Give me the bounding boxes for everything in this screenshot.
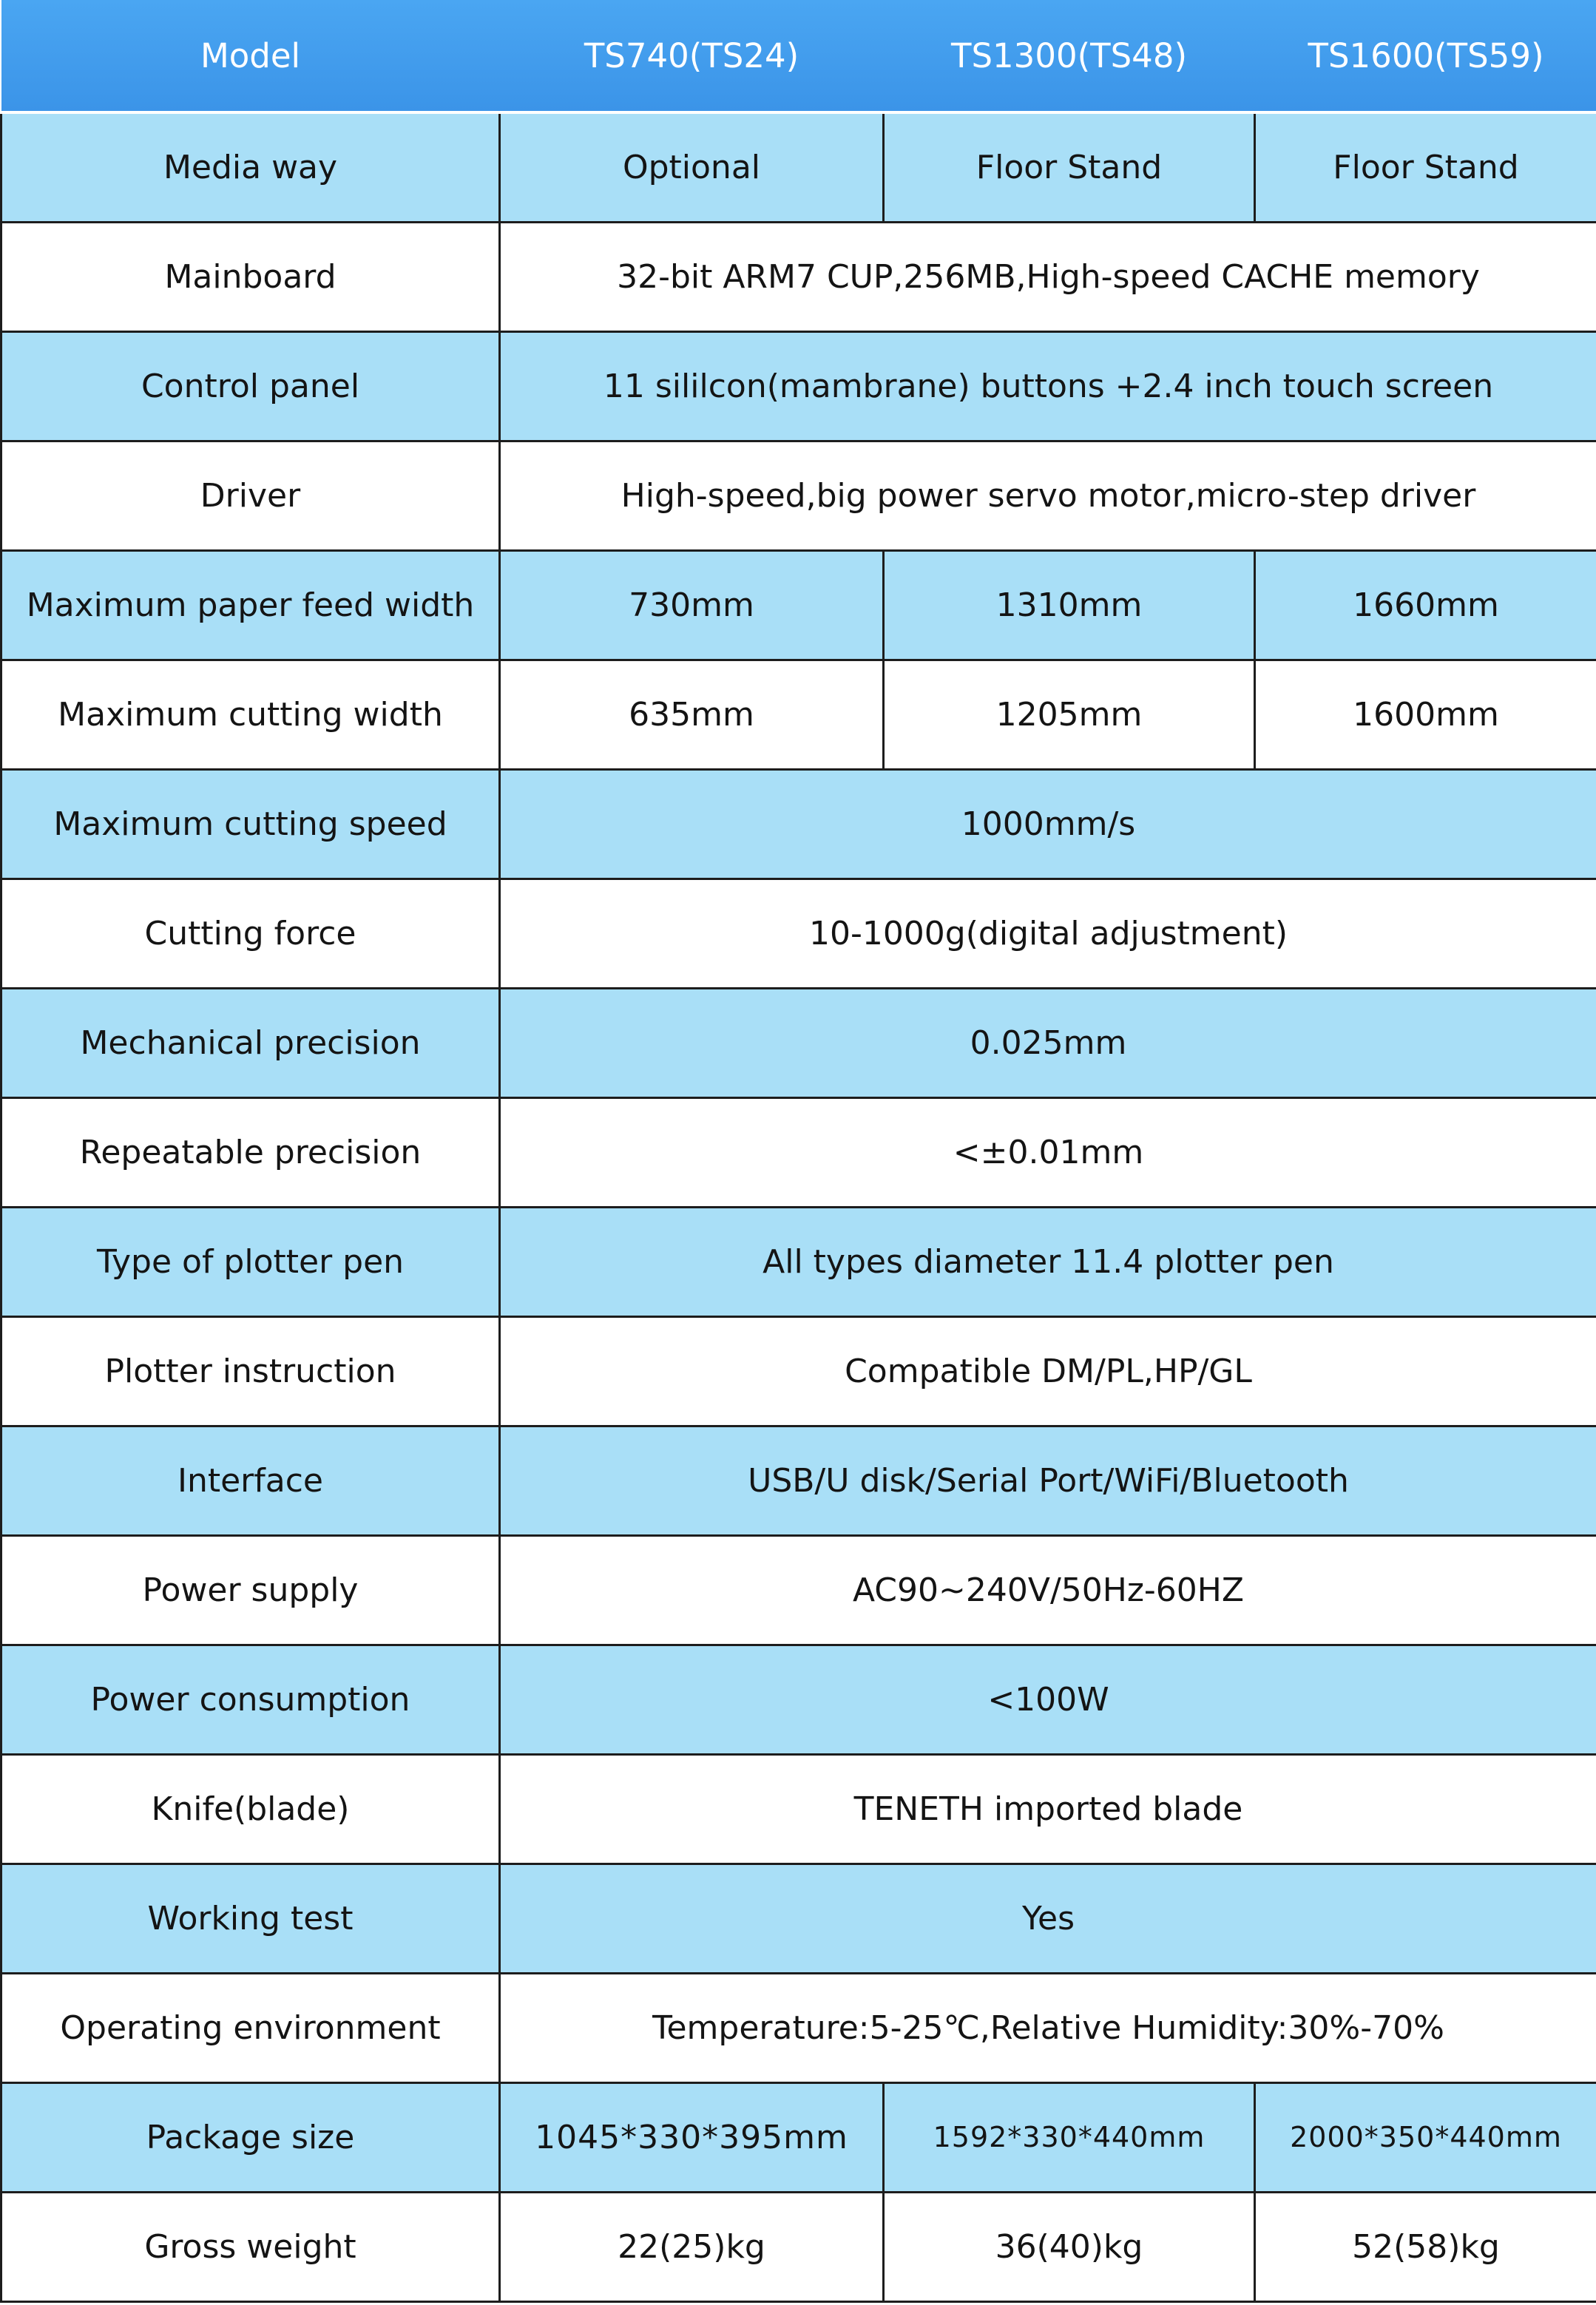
spec-label: Cutting force: [1, 879, 500, 988]
row-working-test: [1, 1864, 1596, 1973]
spec-value-all: High-speed,big power servo motor,micro-step driver: [500, 441, 1596, 550]
row-plotter-instruction: [1, 1316, 1596, 1426]
spec-value-ts1600: 1600mm: [1255, 660, 1596, 769]
spec-value-ts740: 730mm: [500, 550, 884, 660]
spec-value-all: 32-bit ARM7 CUP,256MB,High-speed CACHE memory: [500, 222, 1596, 331]
spec-value-ts1300: 1310mm: [884, 550, 1255, 660]
spec-value-ts740: 635mm: [500, 660, 884, 769]
spec-label: Type of plotter pen: [1, 1207, 500, 1316]
spec-value-all: TENETH imported blade: [500, 1754, 1596, 1864]
header-ts1600: TS1600(TS59): [1255, 0, 1596, 112]
spec-value-ts1600: 1660mm: [1255, 550, 1596, 660]
row-max-paper-feed-width: [1, 550, 1596, 660]
spec-value-all: <±0.01mm: [500, 1097, 1596, 1207]
row-power-supply: [1, 1535, 1596, 1645]
spec-label: Interface: [1, 1426, 500, 1535]
row-knife-blade: [1, 1754, 1596, 1864]
spec-label: Repeatable precision: [1, 1097, 500, 1207]
spec-value-all: All types diameter 11.4 plotter pen: [500, 1207, 1596, 1316]
header-ts1300: TS1300(TS48): [884, 0, 1255, 112]
header-row: [1, 0, 1596, 112]
spec-value-all: 11 sililcon(mambrane) buttons +2.4 inch touch screen: [500, 331, 1596, 441]
spec-label: Gross weight: [1, 2192, 500, 2301]
row-control-panel: [1, 331, 1596, 441]
spec-label: Mechanical precision: [1, 988, 500, 1097]
row-media-way: [1, 112, 1596, 222]
row-mainboard: [1, 222, 1596, 331]
spec-table-body: [1, 112, 1596, 2301]
spec-label: Power supply: [1, 1535, 500, 1645]
spec-value-ts1300: 36(40)kg: [884, 2192, 1255, 2301]
spec-label: Operating environment: [1, 1973, 500, 2082]
spec-value-all: Compatible DM/PL,HP/GL: [500, 1316, 1596, 1426]
spec-value-all: Yes: [500, 1864, 1596, 1973]
spec-label: Mainboard: [1, 222, 500, 331]
spec-value-ts1600: 52(58)kg: [1255, 2192, 1596, 2301]
spec-value-all: 1000mm/s: [500, 769, 1596, 879]
spec-label: Control panel: [1, 331, 500, 441]
spec-label: Power consumption: [1, 1645, 500, 1754]
spec-value-all: 10-1000g(digital adjustment): [500, 879, 1596, 988]
row-plotter-pen-type: [1, 1207, 1596, 1316]
spec-value-all: USB/U disk/Serial Port/WiFi/Bluetooth: [500, 1426, 1596, 1535]
spec-value-ts1300: Floor Stand: [884, 112, 1255, 222]
row-mechanical-precision: [1, 988, 1596, 1097]
row-power-consumption: [1, 1645, 1596, 1754]
row-interface: [1, 1426, 1596, 1535]
row-repeatable-precision: [1, 1097, 1596, 1207]
spec-value-all: <100W: [500, 1645, 1596, 1754]
spec-value-ts740: 1045*330*395mm: [500, 2082, 884, 2192]
spec-label: Maximum cutting width: [1, 660, 500, 769]
spec-label: Knife(blade): [1, 1754, 500, 1864]
spec-label: Driver: [1, 441, 500, 550]
spec-value-all: Temperature:5-25℃,Relative Humidity:30%-70%: [500, 1973, 1596, 2082]
spec-value-ts740: Optional: [500, 112, 884, 222]
spec-value-ts1600: Floor Stand: [1255, 112, 1596, 222]
row-operating-environment: [1, 1973, 1596, 2082]
spec-value-ts1300: 1205mm: [884, 660, 1255, 769]
spec-value-all: 0.025mm: [500, 988, 1596, 1097]
row-package-size: [1, 2082, 1596, 2192]
spec-label: Maximum paper feed width: [1, 550, 500, 660]
row-max-cutting-width: [1, 660, 1596, 769]
row-driver: [1, 441, 1596, 550]
spec-label: Media way: [1, 112, 500, 222]
row-gross-weight: [1, 2192, 1596, 2301]
spec-label: Maximum cutting speed: [1, 769, 500, 879]
header-ts740: TS740(TS24): [500, 0, 884, 112]
spec-table-header: [1, 0, 1596, 112]
spec-value-ts1600: 2000*350*440mm: [1255, 2082, 1596, 2192]
spec-label: Plotter instruction: [1, 1316, 500, 1426]
spec-value-ts740: 22(25)kg: [500, 2192, 884, 2301]
spec-value-all: AC90~240V/50Hz-60HZ: [500, 1535, 1596, 1645]
spec-label: Package size: [1, 2082, 500, 2192]
spec-label: Working test: [1, 1864, 500, 1973]
row-max-cutting-speed: [1, 769, 1596, 879]
row-cutting-force: [1, 879, 1596, 988]
spec-value-ts1300: 1592*330*440mm: [884, 2082, 1255, 2192]
header-model: Model: [1, 0, 500, 112]
